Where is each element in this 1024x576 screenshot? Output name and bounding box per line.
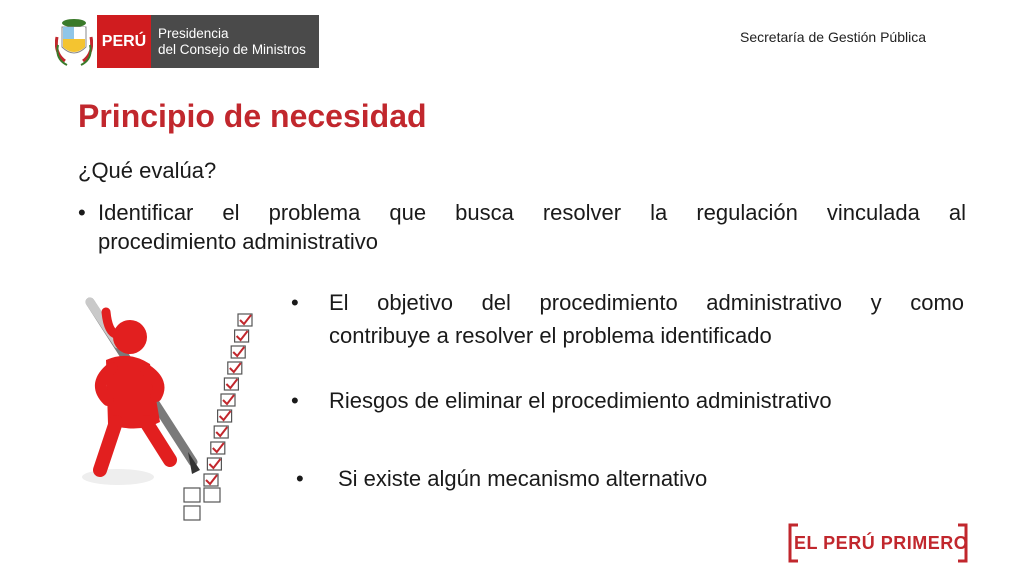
secretaria-label: Secretaría de Gestión Pública	[740, 29, 926, 45]
sub-bullet-1-line-2: contribuye a resolver el problema identificado	[329, 323, 772, 348]
pcm-logo	[55, 15, 319, 68]
bullet-icon: •	[291, 388, 299, 413]
institution-name	[151, 15, 319, 68]
person-with-pen-icon	[82, 302, 200, 485]
sub-bullet-3-text: Si existe algún mecanismo alternativo	[338, 466, 708, 491]
main-bullet	[78, 198, 966, 256]
checklist-icon	[184, 314, 252, 520]
sub-bullet-2-text: Riesgos de eliminar el procedimiento administrativo	[329, 388, 832, 413]
peru-coat-of-arms-icon	[55, 15, 93, 68]
bullet-icon: •	[291, 290, 299, 315]
bullet-icon: •	[78, 200, 86, 225]
empty-box-icon	[184, 488, 200, 502]
main-bullet-line-2: procedimiento administrativo	[98, 229, 379, 254]
main-bullet-line-1: Identificar el problema que busca resolver la regulación vinculada al	[98, 200, 966, 225]
el-peru-primero-logo: EL PERÚ PRIMERO	[794, 533, 969, 553]
checklist-figure-illustration	[78, 292, 268, 527]
peru-label: PERÚ	[97, 15, 151, 68]
sub-bullet-1-line-1: El objetivo del procedimiento administrativo y como	[329, 290, 964, 315]
empty-box-icon	[184, 506, 200, 520]
sub-bullet-alternative	[296, 462, 964, 495]
question-heading: ¿Qué evalúa?	[78, 158, 217, 183]
institution-line-1: Presidencia	[158, 25, 229, 41]
bullet-icon: •	[296, 466, 304, 491]
sub-bullet-risks	[291, 384, 964, 417]
empty-box-icon	[204, 488, 220, 502]
institution-line-2: del Consejo de Ministros	[158, 41, 306, 57]
slide-title: Principio de necesidad	[78, 98, 427, 134]
sub-bullet-objective	[291, 286, 964, 352]
